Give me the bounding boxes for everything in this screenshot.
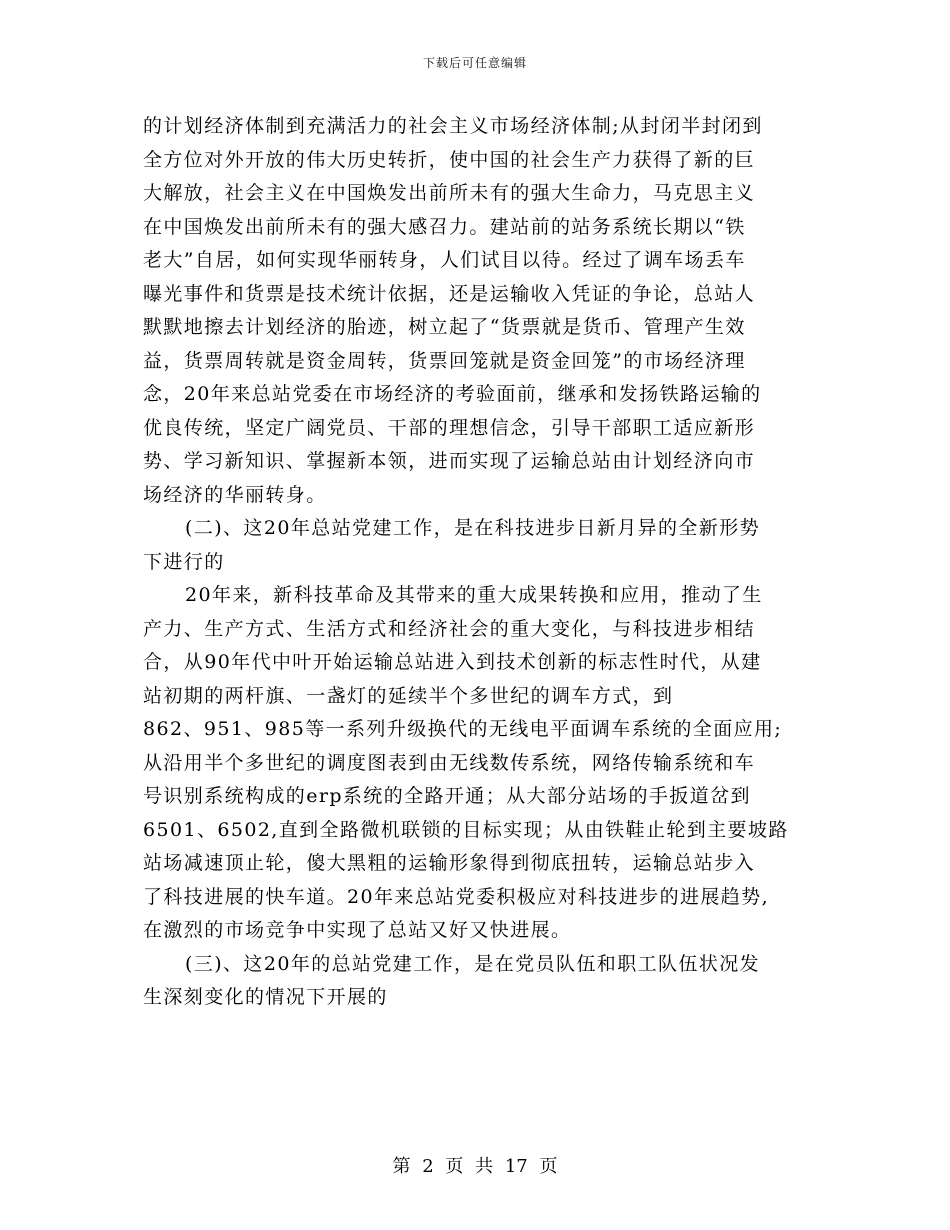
page-number-footer: 第 2 页 共 17 页 xyxy=(392,1156,558,1177)
text-line: 在中国焕发出前所未有的强大感召力。建站前的站务系统长期以“铁 xyxy=(143,215,746,238)
text-line: 从沿用半个多世纪的调度图表到由无线数传系统，网络传输系统和车 xyxy=(143,751,756,774)
text-line: 产力、生产方式、生活方式和经济社会的重大变化，与科技进步相结 xyxy=(143,617,756,640)
text-line: 生深刻变化的情况下开展的 xyxy=(143,986,388,1008)
text-line: 的计划经济体制到充满活力的社会主义市场经济体制;从封闭半封闭到 xyxy=(143,115,763,137)
text-line: 大解放，社会主义在中国焕发出前所未有的强大生命力，马克思主义 xyxy=(143,182,756,204)
text-line: 站初期的两杆旗、一盏灯的延续半个多世纪的调车方式，到 xyxy=(143,684,674,707)
text-line: 号识别系统构成的erp系统的全路开通；从大部分站场的手扳道岔到 xyxy=(143,785,751,807)
text-line: (三)、这20年的总站党建工作，是在党员队伍和职工队伍状况发 xyxy=(185,952,761,975)
text-line: 优良传统，坚定广阔党员、干部的理想信念，引导干部职工适应新形 xyxy=(143,416,756,439)
text-line: 下进行的 xyxy=(143,550,225,573)
text-line: 合，从90年代中叶开始运输总站进入到技术创新的标志性时代，从建 xyxy=(143,651,762,673)
text-line: 862、951、985等一系列升级换代的无线电平面调车系统的全面应用; xyxy=(143,718,783,740)
text-line: 在激烈的市场竞争中实现了总站又好又快进展。 xyxy=(143,919,572,941)
text-line: 全方位对外开放的伟大历史转折，使中国的社会生产力获得了新的巨 xyxy=(143,148,756,171)
section-heading-3 xyxy=(143,948,807,1015)
text-line: 曝光事件和货票是技术统计依据，还是运输收入凭证的争论，总站人 xyxy=(143,282,756,305)
document-body xyxy=(143,110,807,1015)
page-header: 下载后可任意编辑 xyxy=(422,56,527,70)
paragraph-1 xyxy=(143,110,807,512)
paragraph-3 xyxy=(143,579,807,948)
text-line: 了科技进展的快车道。20年来总站党委积极应对科技进步的进展趋势, xyxy=(143,885,770,908)
text-line: 站场减速顶止轮，傻大黑粗的运输形象得到彻底扭转，运输总站步入 xyxy=(143,852,756,874)
section-heading-2 xyxy=(143,512,807,579)
text-line: 老大”自居，如何实现华丽转身，人们试目以待。经过了调车场丢车 xyxy=(143,249,746,271)
text-line: 20年来，新科技革命及其带来的重大成果转换和应用，推动了生 xyxy=(185,584,763,606)
text-line: 益，货票周转就是资金周转，货票回笼就是资金回笼”的市场经济理 xyxy=(143,349,746,372)
text-line: (二)、这20年总站党建工作，是在科技进步日新月异的全新形势 xyxy=(185,517,761,539)
text-line: 念，20年来总站党委在市场经济的考验面前，继承和发扬铁路运输的 xyxy=(143,383,762,405)
text-line: 6501、6502,直到全路微机联锁的目标实现；从由铁鞋止轮到主要坡路 xyxy=(143,818,789,841)
text-line: 默默地擦去计划经济的胎迹，树立起了“货票就是货币、管理产生效 xyxy=(143,316,746,338)
text-line: 势、学习新知识、掌握新本领，进而实现了运输总站由计划经济向市 xyxy=(143,450,756,472)
text-line: 场经济的华丽转身。 xyxy=(143,483,327,506)
